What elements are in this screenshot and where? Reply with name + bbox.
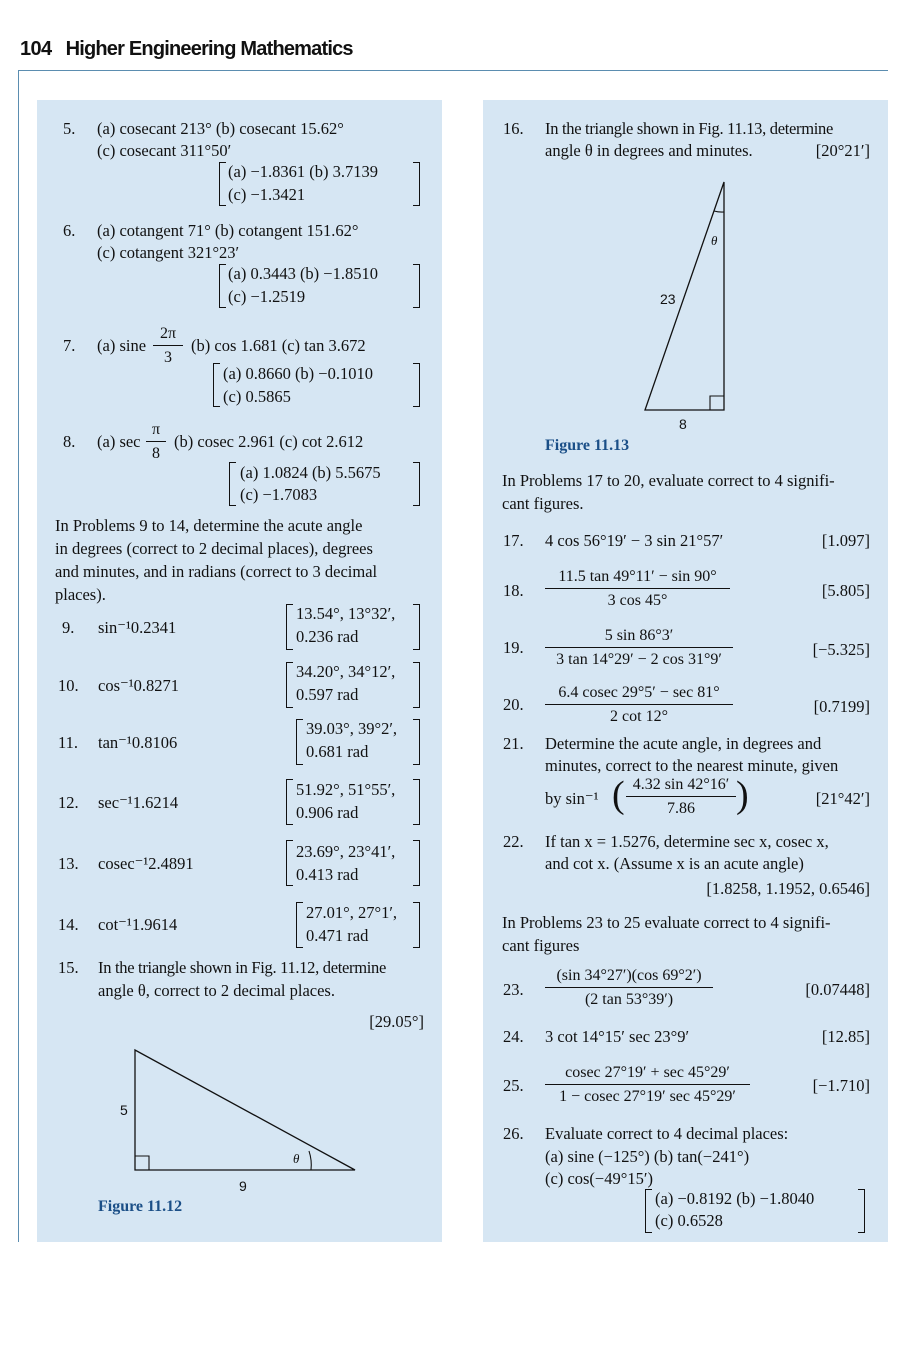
answer-text: (a) −1.8361 (b) 3.7139	[228, 162, 378, 181]
angle-label-theta: θ	[293, 1151, 300, 1166]
answer-text: (a) 1.0824 (b) 5.5675	[240, 463, 381, 482]
problem-text: by sin⁻¹	[545, 789, 599, 808]
problem-text: angle θ in degrees and minutes.	[545, 141, 753, 160]
fraction	[545, 966, 713, 1010]
problem-text: (b) cos 1.681 (c) tan 3.672	[191, 336, 366, 355]
problem-number: 9.	[62, 618, 75, 637]
problem-text: In the triangle shown in Fig. 11.12, determine	[98, 958, 387, 977]
fraction-numerator: 5 sin 86°3′	[545, 626, 733, 648]
side-label-5: 5	[120, 1102, 128, 1118]
problem-text: Determine the acute angle, in degrees and	[545, 734, 822, 753]
answer-text: 0.906 rad	[296, 803, 359, 822]
paren-right: )	[736, 774, 749, 816]
problem-text: (a) cosecant 213° (b) cosecant 15.62°	[97, 119, 344, 138]
problem-number: 5.	[63, 119, 76, 138]
problem-expression: 3 cot 14°15′ sec 23°9′	[545, 1027, 690, 1046]
problem-number: 20.	[503, 695, 524, 714]
problem-number: 11.	[58, 733, 79, 752]
answer-text: (c) 0.6528	[655, 1211, 723, 1230]
angle-label-theta: θ	[711, 233, 718, 248]
answer-text: [20°21′]	[815, 141, 870, 160]
fraction-denominator: (2 tan 53°39′)	[584, 991, 674, 1008]
fraction-numerator: π	[146, 420, 166, 442]
answer-text: 51.92°, 51°55′,	[296, 780, 396, 799]
problem-number: 8.	[63, 432, 76, 451]
answer-text: 0.413 rad	[296, 865, 359, 884]
problem-text: Evaluate correct to 4 decimal places:	[545, 1124, 789, 1143]
problem-expression: 4 cos 56°19′ − 3 sin 21°57′	[545, 531, 724, 550]
fraction-denominator: 8	[152, 445, 160, 462]
fraction	[545, 683, 733, 727]
figure-caption: Figure 11.13	[545, 437, 630, 454]
problem-text: minutes, correct to the nearest minute, given	[545, 756, 839, 775]
problem-number: 17.	[503, 531, 524, 550]
side-label-23: 23	[660, 291, 676, 307]
fraction-numerator: (sin 34°27′)(cos 69°2′)	[545, 966, 713, 988]
fraction-numerator: 4.32 sin 42°16′	[626, 775, 736, 797]
instruction-line: cant figures.	[502, 494, 584, 513]
problem-number: 16.	[503, 119, 524, 138]
problem-number: 18.	[503, 581, 524, 600]
problem-text: and cot x. (Assume x is an acute angle)	[545, 854, 804, 873]
answer-text: 27.01°, 27°1′,	[306, 903, 398, 922]
problem-number: 13.	[58, 854, 79, 873]
problem-number: 7.	[63, 336, 76, 355]
fraction-denominator: 2 cot 12°	[610, 708, 668, 725]
problem-number: 26.	[503, 1124, 524, 1143]
fraction-numerator: 2π	[153, 324, 183, 346]
problem-text: cos⁻¹0.8271	[98, 676, 180, 695]
problem-text: angle θ, correct to 2 decimal places.	[98, 981, 335, 1000]
problem-number: 21.	[503, 734, 524, 753]
problem-text: If tan x = 1.5276, determine sec x, cosec x,	[545, 832, 829, 851]
answer-text: [1.8258, 1.1952, 0.6546]	[706, 879, 870, 898]
answer-text: [1.097]	[821, 531, 870, 550]
problem-number: 24.	[503, 1027, 524, 1046]
problem-text: (a) cotangent 71° (b) cotangent 151.62°	[97, 221, 359, 240]
answer-text: (c) 0.5865	[223, 387, 291, 406]
instruction-line: In Problems 9 to 14, determine the acute angle	[55, 516, 363, 535]
side-label-8: 8	[679, 416, 687, 432]
problem-number: 10.	[58, 676, 79, 695]
answer-text: (a) 0.3443 (b) −1.8510	[228, 264, 378, 283]
instruction-line: and minutes, and in radians (correct to 3 decimal	[55, 562, 378, 581]
answer-bracket-right	[858, 1189, 865, 1233]
problem-number: 15.	[58, 958, 79, 977]
answer-text: [5.805]	[821, 581, 870, 600]
answer-text: 13.54°, 13°32′,	[296, 604, 396, 623]
answer-text: [21°42′]	[815, 789, 870, 808]
fraction-denominator: 3	[164, 349, 172, 366]
answer-text: (c) −1.7083	[240, 485, 318, 504]
fraction-numerator: 6.4 cosec 29°5′ − sec 81°	[545, 683, 733, 705]
problem-text: sec⁻¹1.6214	[98, 793, 179, 812]
problem-number: 25.	[503, 1076, 524, 1095]
problem-text: tan⁻¹0.8106	[98, 733, 178, 752]
book-title: Higher Engineering Mathematics	[65, 38, 353, 60]
figure-caption: Figure 11.12	[98, 1198, 183, 1215]
problem-number: 6.	[63, 221, 76, 240]
problem-text: (b) cosec 2.961 (c) cot 2.612	[174, 432, 364, 451]
problem-text: (a) sec	[97, 432, 141, 451]
fraction-denominator: 7.86	[667, 800, 695, 817]
answer-text: (c) −1.2519	[228, 287, 306, 306]
answer-text: [29.05°]	[369, 1012, 424, 1031]
paren-left: (	[612, 774, 625, 816]
answer-text: [0.7199]	[813, 697, 870, 716]
instruction-line: places).	[55, 585, 106, 604]
fraction	[545, 626, 733, 670]
answer-text: (a) −0.8192 (b) −1.8040	[655, 1189, 815, 1208]
problem-text: sin⁻¹0.2341	[98, 618, 177, 637]
answer-text: 0.597 rad	[296, 685, 359, 704]
problem-number: 12.	[58, 793, 79, 812]
problem-text: (a) sine (−125°) (b) tan(−241°)	[545, 1147, 750, 1166]
answer-text: (c) −1.3421	[228, 185, 306, 204]
problem-text: (c) cotangent 321°23′	[97, 243, 240, 262]
fraction	[545, 1063, 750, 1107]
page-number: 104	[20, 38, 52, 60]
fraction-denominator: 3 tan 14°29′ − 2 cos 31°9′	[556, 651, 722, 668]
fraction-numerator: 11.5 tan 49°11′ − sin 90°	[545, 567, 730, 589]
answer-text: [−1.710]	[812, 1076, 870, 1095]
problem-text: (c) cosecant 311°50′	[97, 141, 232, 160]
problem-number: 14.	[58, 915, 79, 934]
problem-text: In the triangle shown in Fig. 11.13, determine	[545, 119, 834, 138]
problem-text: cot⁻¹1.9614	[98, 915, 178, 934]
instruction-line: In Problems 23 to 25 evaluate correct to 4 signifi-	[502, 913, 831, 932]
instruction-line: In Problems 17 to 20, evaluate correct to 4 signifi-	[502, 471, 835, 490]
fraction	[545, 567, 730, 611]
fraction	[626, 775, 736, 819]
answer-text: 34.20°, 34°12′,	[296, 662, 396, 681]
answer-text: 0.471 rad	[306, 926, 369, 945]
answer-text: 39.03°, 39°2′,	[306, 719, 398, 738]
answer-text: [−5.325]	[812, 640, 870, 659]
answer-text: 23.69°, 23°41′,	[296, 842, 396, 861]
problem-number: 23.	[503, 980, 524, 999]
answer-text: 0.681 rad	[306, 742, 369, 761]
problem-text: cosec⁻¹2.4891	[98, 854, 194, 873]
answer-text: 0.236 rad	[296, 627, 359, 646]
answer-bracket-left	[645, 1189, 652, 1233]
instruction-line: in degrees (correct to 2 decimal places), degrees	[55, 539, 373, 558]
fraction-numerator: cosec 27°19′ + sec 45°29′	[545, 1063, 750, 1085]
instruction-line: cant figures	[502, 936, 580, 955]
answer-text: [0.07448]	[805, 980, 870, 999]
problem-number: 22.	[503, 832, 524, 851]
problem-text: (c) cos(−49°15′)	[545, 1169, 653, 1188]
fraction-denominator: 1 − cosec 27°19′ sec 45°29′	[559, 1088, 736, 1105]
problem-text: (a) sine	[97, 336, 147, 355]
answer-text: (a) 0.8660 (b) −0.1010	[223, 364, 373, 383]
problem-number: 19.	[503, 638, 524, 657]
fraction-denominator: 3 cos 45°	[607, 592, 668, 609]
answer-text: [12.85]	[821, 1027, 870, 1046]
side-label-9: 9	[239, 1178, 247, 1194]
